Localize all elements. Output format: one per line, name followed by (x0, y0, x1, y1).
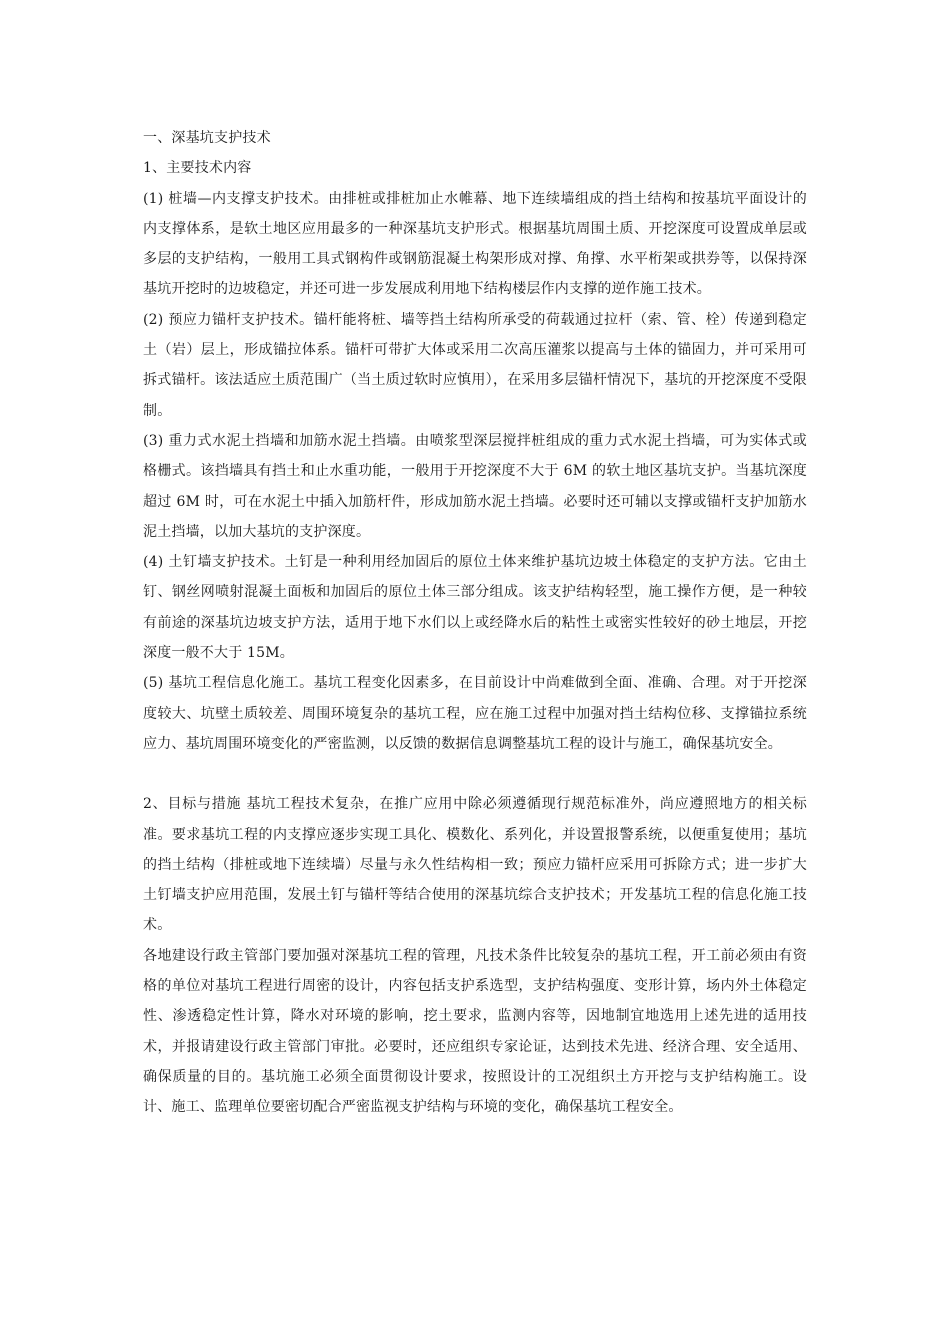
paragraph-item-5: (5) 基坑工程信息化施工。基坑工程变化因素多，在目前设计中尚难做到全面、准确、合理。对于开挖深度较大、坑壁土质较差、周围环境复杂的基坑工程，应在施工过程中加强对挡土结构位移、支撑锚拉系统应力、基坑周围环境变化的严密监测，以反馈的数据信息调整基坑工程的设计与施工，确保基坑安全。 (143, 675, 807, 752)
paragraph-management: 各地建设行政主管部门要加强对深基坑工程的管理，凡技术条件比较复杂的基坑工程，开工前必须由有资格的单位对基坑工程进行周密的设计，内容包括支护系选型，支护结构强度、变形计算，场内外土体稳定性、渗透稳定性计算，降水对环境的影响，挖土要求，监测内容等，因地制宜地选用上述先进的适用技术，并报请建设行政主管部门审批。必要时，还应组织专家论证，达到技术先进、经济合理、安全适用、确保质量的目的。基坑施工必须全面贯彻设计要求，按照设计的工况组织土方开挖与支护结构施工。设计、施工、监理单位要密切配合严密监视支护结构与环境的变化，确保基坑工程安全。 (143, 947, 807, 1116)
paragraph-item-1: (1) 桩墙—内支撑支护技术。由排桩或排桩加止水帷幕、地下连续墙组成的挡土结构和按基坑平面设计的内支撑体系，是软土地区应用最多的一种深基坑支护形式。根据基坑周围土质、开挖深度可设置成单层或多层的支护结构，一般用工具式钢构件或钢筋混凝土构架形成对撑、角撑、水平桁架或拱券等，以保持深基坑开挖时的边坡稳定，并还可进一步发展成利用地下结构楼层作内支撑的逆作施工技术。 (143, 190, 807, 298)
document-page (143, 123, 807, 1123)
blank-line (143, 759, 807, 789)
paragraph-item-2: (2) 预应力锚杆支护技术。锚杆能将桩、墙等挡土结构所承受的荷载通过拉杆（索、管、栓）传递到稳定土（岩）层上，形成锚拉体系。锚杆可带扩大体或采用二次高压灌浆以提高与土体的锚固力，并可采用可拆式锚杆。该法适应土质范围广（当土质过软时应慎用），在采用多层锚杆情况下，基坑的开挖深度不受限制。 (143, 311, 807, 419)
section-heading: 一、深基坑支护技术 (143, 130, 271, 146)
paragraph-goals-measures: 2、目标与措施 基坑工程技术复杂，在推广应用中除必须遵循现行规范标准外，尚应遵照地方的相关标准。要求基坑工程的内支撑应逐步实现工具化、模数化、系列化，并设置报警系统，以便重复使用；基坑的挡土结构（排桩或地下连续墙）尽量与永久性结构相一致；预应力锚杆应采用可拆除方式；进一步扩大土钉墙支护应用范围，发展土钉与锚杆等结合使用的深基坑综合支护技术；开发基坑工程的信息化施工技术。 (143, 796, 807, 934)
paragraph-item-3: (3) 重力式水泥土挡墙和加筋水泥土挡墙。由喷浆型深层搅拌桩组成的重力式水泥土挡墙，可为实体式或格栅式。该挡墙具有挡土和止水重功能，一般用于开挖深度不大于 6M 的软土地区基坑支护。当基坑深度超过 6M 时，可在水泥土中插入加筋杆件，形成加筋水泥土挡墙。必要时还可辅以支撑或锚杆支护加筋水泥土挡墙，以加大基坑的支护深度。 (143, 432, 807, 540)
subsection-heading: 1、主要技术内容 (143, 160, 252, 177)
paragraph-item-4: (4) 土钉墙支护技术。土钉是一种利用经加固后的原位土体来维护基坑边坡土体稳定的支护方法。它由土钉、钢丝网喷射混凝土面板和加固后的原位土体三部分组成。该支护结构轻型，施工操作方便，是一种较有前途的深基坑边坡支护方法，适用于地下水们以上或经降水后的粘性土或密实性较好的砂土地层，开挖深度一般不大于 15M。 (143, 554, 807, 662)
